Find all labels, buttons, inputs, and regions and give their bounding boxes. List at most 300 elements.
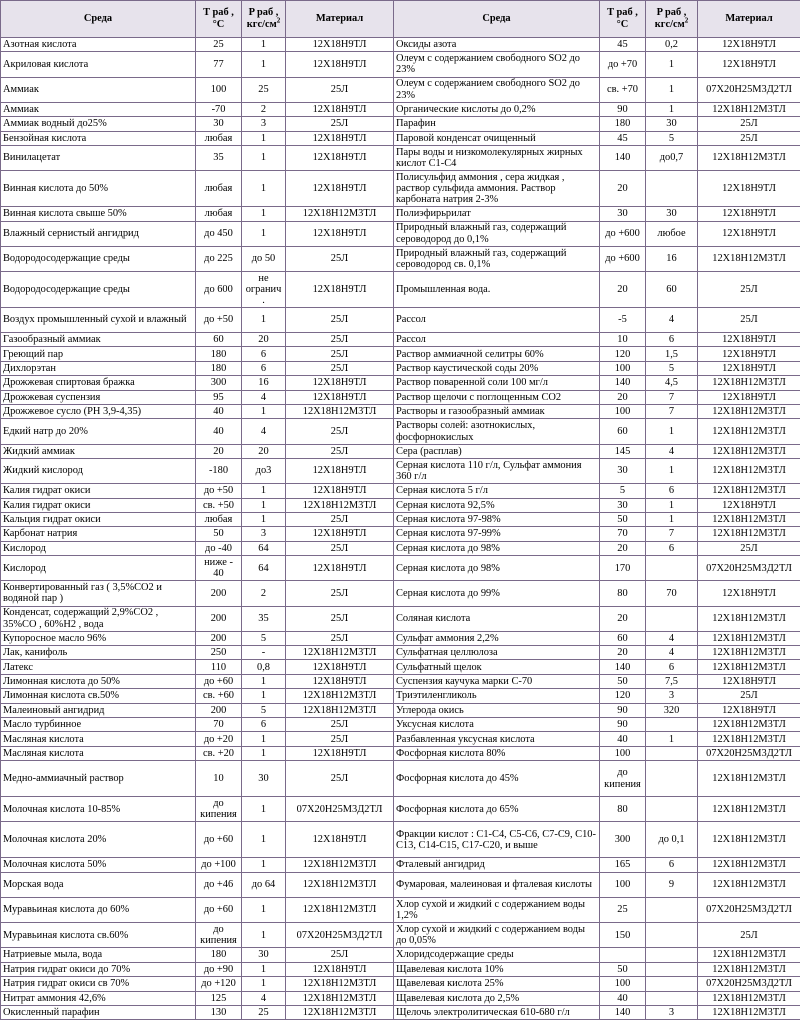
cell-temp-left: 130 — [196, 1005, 242, 1019]
table-row — [1, 512, 800, 526]
cell-temp-right: 50 — [600, 962, 646, 976]
cell-pressure-right — [646, 977, 698, 991]
cell-temp-left: ниже - 40 — [196, 556, 242, 581]
cell-material-right: 12Х18Н12М3ТЛ — [698, 102, 800, 116]
cell-pressure-left: 4 — [242, 390, 286, 404]
cell-medium-right: Природный влажный газ, содержащий сероводород св. 0,1% — [394, 246, 600, 271]
cell-temp-left: любая — [196, 171, 242, 207]
cell-pressure-left: 1 — [242, 171, 286, 207]
cell-medium-right: Разбавленная уксусная кислота — [394, 732, 600, 746]
table-row — [1, 102, 800, 116]
cell-temp-right — [600, 948, 646, 962]
cell-pressure-right: 1 — [646, 498, 698, 512]
cell-pressure-right: 1,5 — [646, 347, 698, 361]
cell-pressure-left: 3 — [242, 117, 286, 131]
cell-material-right: 12Х18Н12М3ТЛ — [698, 512, 800, 526]
table-row — [1, 38, 800, 52]
cell-material-left: 25Л — [286, 307, 394, 332]
table-row — [1, 858, 800, 872]
cell-temp-left: 10 — [196, 761, 242, 797]
table-row — [1, 376, 800, 390]
cell-pressure-left: 64 — [242, 556, 286, 581]
cell-medium-left: Жидкий кислород — [1, 459, 196, 484]
header-pressure-left: P раб , кгс/$см^2$ — [242, 1, 286, 38]
cell-medium-left: Лимонная кислота до 50% — [1, 674, 196, 688]
table-row — [1, 347, 800, 361]
cell-medium-left: Газообразный аммиак — [1, 333, 196, 347]
cell-temp-right: 140 — [600, 660, 646, 674]
cell-temp-left: 180 — [196, 361, 242, 375]
cell-temp-right: 100 — [600, 977, 646, 991]
cell-pressure-left: 20 — [242, 444, 286, 458]
cell-temp-left: до +120 — [196, 977, 242, 991]
cell-material-left: 12Х18Н9ТЛ — [286, 171, 394, 207]
cell-pressure-left: 1 — [242, 746, 286, 760]
cell-medium-right: Серная кислота 97-99% — [394, 527, 600, 541]
cell-temp-left: любая — [196, 512, 242, 526]
cell-medium-right: Сульфат аммония 2,2% — [394, 631, 600, 645]
table-row — [1, 52, 800, 77]
cell-medium-right: Раствор щелочи с поглощенным CO2 — [394, 390, 600, 404]
cell-pressure-right: 6 — [646, 333, 698, 347]
cell-pressure-right: 7 — [646, 527, 698, 541]
cell-material-left: 25Л — [286, 77, 394, 102]
cell-pressure-left: 1 — [242, 732, 286, 746]
table-row — [1, 444, 800, 458]
cell-temp-right: до кипения — [600, 761, 646, 797]
table-row — [1, 1005, 800, 1019]
table-row — [1, 221, 800, 246]
cell-temp-right: 50 — [600, 512, 646, 526]
header-material-left: Материал — [286, 1, 394, 38]
cell-medium-right: Полиэфирьрилат — [394, 207, 600, 221]
cell-material-right: 12Х18Н12М3ТЛ — [698, 246, 800, 271]
cell-medium-right: Пары воды и низкомолекулярных жирных кислот С1-С4 — [394, 145, 600, 170]
cell-pressure-left: 1 — [242, 207, 286, 221]
cell-medium-right: Природный влажный газ, содержащий сероводород до 0,1% — [394, 221, 600, 246]
cell-medium-left: Молочная кислота 10-85% — [1, 797, 196, 822]
cell-temp-left: 40 — [196, 419, 242, 444]
cell-medium-left: Дрожжевое сусло (РН 3,9-4,35) — [1, 405, 196, 419]
cell-pressure-right: 5 — [646, 131, 698, 145]
cell-material-left: 12Х18Н12М3ТЛ — [286, 858, 394, 872]
cell-pressure-right — [646, 962, 698, 976]
cell-material-left: 12Х18Н9ТЛ — [286, 221, 394, 246]
table-row — [1, 761, 800, 797]
cell-medium-left: Калия гидрат окиси — [1, 484, 196, 498]
cell-pressure-left: до 50 — [242, 246, 286, 271]
cell-medium-right: Сульфатный щелок — [394, 660, 600, 674]
cell-pressure-right: 3 — [646, 689, 698, 703]
cell-temp-right: -5 — [600, 307, 646, 332]
cell-material-right: 12Х18Н12М3ТЛ — [698, 646, 800, 660]
cell-temp-right: 20 — [600, 646, 646, 660]
cell-pressure-left: 1 — [242, 307, 286, 332]
cell-temp-left: св. +50 — [196, 498, 242, 512]
cell-material-right: 12Х18Н12М3ТЛ — [698, 527, 800, 541]
cell-material-left: 12Х18Н12М3ТЛ — [286, 897, 394, 922]
cell-medium-left: Нитрат аммония 42,6% — [1, 991, 196, 1005]
cell-material-left: 12Х18Н9ТЛ — [286, 674, 394, 688]
cell-temp-right: 90 — [600, 703, 646, 717]
cell-pressure-left: 25 — [242, 1005, 286, 1019]
cell-pressure-right: 320 — [646, 703, 698, 717]
cell-temp-left: св. +60 — [196, 689, 242, 703]
cell-temp-right: 90 — [600, 102, 646, 116]
cell-material-left: 25Л — [286, 246, 394, 271]
cell-temp-right: 120 — [600, 347, 646, 361]
cell-pressure-left: 35 — [242, 606, 286, 631]
cell-pressure-right: до0,7 — [646, 145, 698, 170]
cell-medium-right: Промышленная вода. — [394, 271, 600, 307]
cell-pressure-left: 1 — [242, 674, 286, 688]
header-material-right: Материал — [698, 1, 800, 38]
cell-material-left: 12Х18Н12М3ТЛ — [286, 1005, 394, 1019]
cell-pressure-right: 4 — [646, 444, 698, 458]
cell-pressure-left: 1 — [242, 923, 286, 948]
cell-pressure-right: 6 — [646, 858, 698, 872]
cell-material-left: 12Х18Н9ТЛ — [286, 660, 394, 674]
header-medium-left: Среда — [1, 1, 196, 38]
cell-medium-left: Греющий пар — [1, 347, 196, 361]
cell-material-left: 25Л — [286, 606, 394, 631]
cell-medium-right: Фосфорная кислота до 45% — [394, 761, 600, 797]
cell-material-right: 12Х18Н9ТЛ — [698, 703, 800, 717]
cell-material-left: 12Х18Н9ТЛ — [286, 822, 394, 858]
cell-material-right: 12Х18Н12М3ТЛ — [698, 797, 800, 822]
header-temp-left: T раб , °С — [196, 1, 242, 38]
cell-pressure-right — [646, 718, 698, 732]
cell-material-right: 12Х18Н12М3ТЛ — [698, 419, 800, 444]
table-row — [1, 307, 800, 332]
table-row — [1, 872, 800, 897]
cell-temp-left: до кипения — [196, 923, 242, 948]
cell-temp-left: 200 — [196, 703, 242, 717]
cell-temp-left: 50 — [196, 527, 242, 541]
cell-medium-left: Дрожжевая спиртовая бражка — [1, 376, 196, 390]
cell-material-right: 12Х18Н9ТЛ — [698, 171, 800, 207]
table-row — [1, 271, 800, 307]
cell-medium-left: Молочная кислота 20% — [1, 822, 196, 858]
cell-medium-left: Лак, канифоль — [1, 646, 196, 660]
cell-pressure-right: 30 — [646, 207, 698, 221]
cell-pressure-right: 4 — [646, 646, 698, 660]
cell-temp-left: до +50 — [196, 484, 242, 498]
cell-material-right: 12Х18Н12М3ТЛ — [698, 732, 800, 746]
cell-pressure-left: 0,8 — [242, 660, 286, 674]
cell-pressure-right — [646, 991, 698, 1005]
table-row — [1, 459, 800, 484]
cell-pressure-right: 1 — [646, 459, 698, 484]
cell-pressure-right: 1 — [646, 512, 698, 526]
cell-material-left: 07Х20Н25М3Д2ТЛ — [286, 797, 394, 822]
cell-temp-right: 170 — [600, 556, 646, 581]
cell-temp-right: 20 — [600, 390, 646, 404]
cell-pressure-left: 2 — [242, 102, 286, 116]
cell-material-left: 12Х18Н9ТЛ — [286, 271, 394, 307]
cell-temp-left: 95 — [196, 390, 242, 404]
cell-pressure-left: 30 — [242, 948, 286, 962]
cell-pressure-right — [646, 761, 698, 797]
cell-temp-right: до +70 — [600, 52, 646, 77]
cell-material-right: 12Х18Н9ТЛ — [698, 38, 800, 52]
table-row — [1, 962, 800, 976]
cell-material-right: 12Х18Н12М3ТЛ — [698, 858, 800, 872]
cell-temp-right: 20 — [600, 541, 646, 555]
cell-pressure-left: 1 — [242, 897, 286, 922]
cell-medium-right: Уксусная кислота — [394, 718, 600, 732]
cell-medium-right: Парафин — [394, 117, 600, 131]
cell-material-right: 12Х18Н12М3ТЛ — [698, 145, 800, 170]
cell-pressure-left: 25 — [242, 77, 286, 102]
cell-pressure-left: 6 — [242, 347, 286, 361]
header-row — [1, 1, 800, 38]
cell-medium-left: Винная кислота до 50% — [1, 171, 196, 207]
cell-temp-left: любая — [196, 131, 242, 145]
cell-pressure-right — [646, 923, 698, 948]
cell-pressure-right: до 0,1 — [646, 822, 698, 858]
cell-temp-left: до 600 — [196, 271, 242, 307]
cell-material-left: 12Х18Н9ТЛ — [286, 52, 394, 77]
cell-medium-left: Кислород — [1, 556, 196, 581]
cell-pressure-left: 64 — [242, 541, 286, 555]
table-header — [1, 1, 800, 38]
cell-temp-right: 145 — [600, 444, 646, 458]
cell-temp-right: 80 — [600, 581, 646, 606]
cell-medium-right: Серная кислота до 99% — [394, 581, 600, 606]
cell-medium-left: Конденсат, содержащий 2,9%CO2 , 35%CO , 60%H2 , вода — [1, 606, 196, 631]
cell-material-right: 12Х18Н9ТЛ — [698, 390, 800, 404]
cell-medium-left: Акриловая кислота — [1, 52, 196, 77]
cell-material-right: 12Х18Н12М3ТЛ — [698, 872, 800, 897]
cell-temp-right: 20 — [600, 271, 646, 307]
cell-pressure-left: до 64 — [242, 872, 286, 897]
table-row — [1, 419, 800, 444]
cell-temp-right: 300 — [600, 822, 646, 858]
cell-material-right: 25Л — [698, 307, 800, 332]
cell-pressure-right: 7 — [646, 390, 698, 404]
cell-pressure-right — [646, 897, 698, 922]
cell-material-left: 12Х18Н9ТЛ — [286, 102, 394, 116]
cell-pressure-left: 1 — [242, 512, 286, 526]
cell-medium-right: Фталевый ангидрид — [394, 858, 600, 872]
cell-temp-left: 25 — [196, 38, 242, 52]
table-row — [1, 207, 800, 221]
cell-medium-right: Паровой конденсат очищенный — [394, 131, 600, 145]
cell-pressure-right: 5 — [646, 361, 698, 375]
table-row — [1, 171, 800, 207]
cell-medium-right: Щавелевая кислота 10% — [394, 962, 600, 976]
cell-medium-left: Малеиновый ангидрид — [1, 703, 196, 717]
cell-medium-left: Натрия гидрат окиси до 70% — [1, 962, 196, 976]
cell-pressure-right: 1 — [646, 102, 698, 116]
cell-pressure-right: 30 — [646, 117, 698, 131]
cell-material-left: 25Л — [286, 732, 394, 746]
cell-pressure-right — [646, 948, 698, 962]
table-row — [1, 556, 800, 581]
cell-medium-left: Муравьиная кислота св.60% — [1, 923, 196, 948]
cell-medium-right: Хлор сухой и жидкий с содержанием воды 1,2% — [394, 897, 600, 922]
cell-pressure-left: 1 — [242, 131, 286, 145]
cell-material-left: 12Х18Н9ТЛ — [286, 556, 394, 581]
cell-medium-right: Фосфорная кислота 80% — [394, 746, 600, 760]
cell-material-right: 12Х18Н9ТЛ — [698, 498, 800, 512]
cell-medium-left: Муравьиная кислота до 60% — [1, 897, 196, 922]
cell-material-left: 25Л — [286, 347, 394, 361]
cell-material-right: 12Х18Н12М3ТЛ — [698, 761, 800, 797]
table-row — [1, 797, 800, 822]
cell-medium-right: Сера (расплав) — [394, 444, 600, 458]
cell-pressure-left: 5 — [242, 703, 286, 717]
cell-material-right: 12Х18Н12М3ТЛ — [698, 660, 800, 674]
cell-medium-left: Молочная кислота 50% — [1, 858, 196, 872]
cell-medium-left: Воздух промышленный сухой и влажный — [1, 307, 196, 332]
cell-medium-right: Хлор сухой и жидкий с содержанием воды до 0,05% — [394, 923, 600, 948]
table-row — [1, 631, 800, 645]
cell-temp-right: 100 — [600, 361, 646, 375]
cell-temp-right: 20 — [600, 606, 646, 631]
cell-temp-right: 20 — [600, 171, 646, 207]
cell-temp-right: до +600 — [600, 221, 646, 246]
cell-medium-left: Натрия гидрат окиси св 70% — [1, 977, 196, 991]
table-row — [1, 646, 800, 660]
cell-material-left: 25Л — [286, 361, 394, 375]
cell-temp-left: до +60 — [196, 674, 242, 688]
cell-medium-right: Серная кислота до 98% — [394, 556, 600, 581]
cell-medium-right: Раствор поваренной соли 100 мг/л — [394, 376, 600, 390]
cell-medium-right: Олеум с содержанием свободного SO2 до 23% — [394, 52, 600, 77]
cell-medium-right: Суспензия каучука марки С-70 — [394, 674, 600, 688]
cell-medium-left: Масляная кислота — [1, 746, 196, 760]
cell-pressure-right — [646, 171, 698, 207]
cell-medium-right: Соляная кислота — [394, 606, 600, 631]
cell-medium-right: Серная кислота 5 г/л — [394, 484, 600, 498]
cell-material-right: 12Х18Н12М3ТЛ — [698, 459, 800, 484]
cell-pressure-left: 1 — [242, 498, 286, 512]
cell-material-right: 12Х18Н12М3ТЛ — [698, 444, 800, 458]
cell-pressure-left: 1 — [242, 484, 286, 498]
cell-pressure-left: - — [242, 646, 286, 660]
cell-temp-right: 80 — [600, 797, 646, 822]
cell-material-left: 12Х18Н12М3ТЛ — [286, 207, 394, 221]
cell-material-right: 12Х18Н12М3ТЛ — [698, 606, 800, 631]
cell-material-right: 25Л — [698, 271, 800, 307]
cell-pressure-right — [646, 746, 698, 760]
cell-medium-right: Рассол — [394, 333, 600, 347]
cell-pressure-right: 1 — [646, 77, 698, 102]
cell-pressure-left: 1 — [242, 797, 286, 822]
cell-pressure-left: 6 — [242, 361, 286, 375]
table-row — [1, 718, 800, 732]
cell-pressure-left: 1 — [242, 145, 286, 170]
cell-material-right: 12Х18Н9ТЛ — [698, 581, 800, 606]
cell-temp-left: 300 — [196, 376, 242, 390]
cell-pressure-left: 1 — [242, 689, 286, 703]
cell-temp-right: 25 — [600, 897, 646, 922]
cell-material-left: 12Х18Н12М3ТЛ — [286, 991, 394, 1005]
cell-medium-left: Кислород — [1, 541, 196, 555]
cell-medium-left: Масло турбинное — [1, 718, 196, 732]
header-medium-right: Среда — [394, 1, 600, 38]
cell-material-right: 12Х18Н12М3ТЛ — [698, 991, 800, 1005]
cell-temp-right: 140 — [600, 1005, 646, 1019]
cell-temp-right: 150 — [600, 923, 646, 948]
cell-pressure-left: 3 — [242, 527, 286, 541]
cell-material-left: 12Х18Н9ТЛ — [286, 746, 394, 760]
cell-material-left: 25Л — [286, 541, 394, 555]
cell-pressure-right: 60 — [646, 271, 698, 307]
table-row — [1, 405, 800, 419]
cell-medium-left: Лимонная кислота св.50% — [1, 689, 196, 703]
cell-pressure-left: 1 — [242, 38, 286, 52]
cell-material-right: 25Л — [698, 541, 800, 555]
cell-material-right: 12Х18Н12М3ТЛ — [698, 405, 800, 419]
cell-medium-right: Фосфорная кислота до 65% — [394, 797, 600, 822]
cell-temp-left: 40 — [196, 405, 242, 419]
cell-material-right: 12Х18Н9ТЛ — [698, 52, 800, 77]
cell-pressure-right: 70 — [646, 581, 698, 606]
cell-temp-left: св. +20 — [196, 746, 242, 760]
table-row — [1, 246, 800, 271]
cell-material-right: 12Х18Н9ТЛ — [698, 674, 800, 688]
cell-material-right: 12Х18Н12М3ТЛ — [698, 962, 800, 976]
cell-temp-right: 100 — [600, 746, 646, 760]
cell-medium-left: Кальция гидрат окиси — [1, 512, 196, 526]
cell-pressure-right — [646, 797, 698, 822]
cell-temp-right: 60 — [600, 631, 646, 645]
cell-pressure-right: 16 — [646, 246, 698, 271]
cell-pressure-left: 20 — [242, 333, 286, 347]
cell-pressure-right: 1 — [646, 52, 698, 77]
cell-medium-right: Щавелевая кислота до 2,5% — [394, 991, 600, 1005]
cell-material-left: 12Х18Н12М3ТЛ — [286, 872, 394, 897]
cell-pressure-left: не огранич . — [242, 271, 286, 307]
table-row — [1, 689, 800, 703]
cell-medium-left: Аммиак — [1, 102, 196, 116]
table-row — [1, 390, 800, 404]
cell-medium-right: Раствор аммиачной селитры 60% — [394, 347, 600, 361]
cell-material-left: 12Х18Н9ТЛ — [286, 527, 394, 541]
cell-pressure-right: 0,2 — [646, 38, 698, 52]
cell-medium-right: Органические кислоты до 0,2% — [394, 102, 600, 116]
cell-pressure-left: 4 — [242, 419, 286, 444]
cell-pressure-right: 4,5 — [646, 376, 698, 390]
cell-medium-right: Олеум с содержанием свободного SO2 до 23% — [394, 77, 600, 102]
cell-medium-left: Бензойная кислота — [1, 131, 196, 145]
cell-pressure-right: 6 — [646, 541, 698, 555]
table-row — [1, 77, 800, 102]
cell-pressure-right: 4 — [646, 631, 698, 645]
cell-medium-left: Аммиак — [1, 77, 196, 102]
cell-medium-right: Углерода окись — [394, 703, 600, 717]
cell-temp-left: 180 — [196, 347, 242, 361]
cell-material-left: 12Х18Н9ТЛ — [286, 962, 394, 976]
cell-material-right: 12Х18Н12М3ТЛ — [698, 1005, 800, 1019]
cell-pressure-right: 7 — [646, 405, 698, 419]
cell-medium-left: Дрожжевая суспензия — [1, 390, 196, 404]
cell-material-left: 25Л — [286, 333, 394, 347]
cell-medium-left: Аммиак водный до25% — [1, 117, 196, 131]
cell-medium-left: Калия гидрат окиси — [1, 498, 196, 512]
cell-temp-left: до +46 — [196, 872, 242, 897]
cell-pressure-right: 6 — [646, 484, 698, 498]
cell-medium-right: Фумаровая, малеиновая и фталевая кислоты — [394, 872, 600, 897]
cell-material-right: 25Л — [698, 923, 800, 948]
cell-material-right: 07Х20Н25М3Д2ТЛ — [698, 977, 800, 991]
cell-material-left: 12Х18Н9ТЛ — [286, 376, 394, 390]
cell-temp-right: 165 — [600, 858, 646, 872]
cell-pressure-right: 1 — [646, 732, 698, 746]
